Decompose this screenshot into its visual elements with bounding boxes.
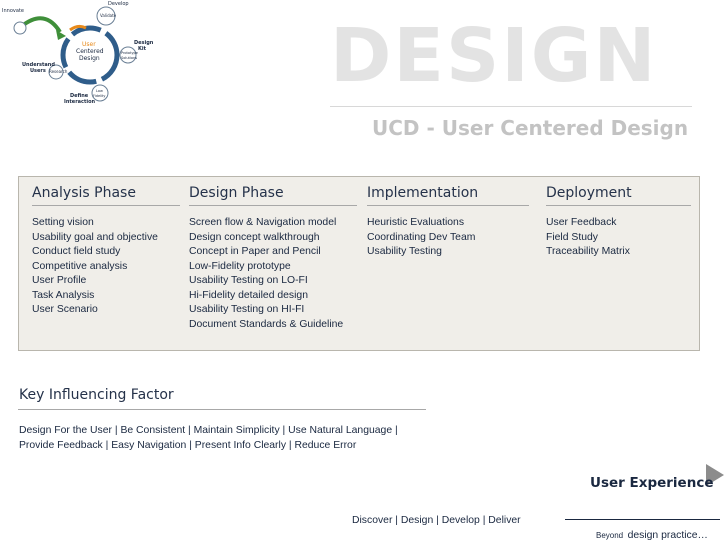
footer-divider bbox=[565, 519, 720, 520]
label-prototype: Prototype bbox=[121, 51, 138, 55]
label-validate: Validate bbox=[100, 13, 117, 18]
brand-sub-small: Beyond bbox=[596, 531, 624, 540]
list-item: Setting vision bbox=[32, 217, 94, 228]
phase-item-list bbox=[546, 216, 691, 260]
list-item: Task Analysis bbox=[32, 289, 95, 301]
phase-implementation bbox=[367, 185, 529, 260]
label-design-kit-1: Design bbox=[134, 40, 154, 46]
phase-analysis bbox=[32, 185, 180, 318]
label-users: Users bbox=[30, 68, 46, 74]
factor-divider bbox=[18, 409, 426, 410]
list-item: Field Study bbox=[546, 231, 598, 243]
list-item: Design concept walkthrough bbox=[189, 231, 320, 243]
phase-deployment bbox=[546, 185, 691, 260]
label-develop: Develop bbox=[108, 1, 129, 7]
list-item: Low-Fidelity prototype bbox=[189, 260, 291, 272]
label-understand: Understand bbox=[22, 62, 55, 68]
list-item: Usability goal and objective bbox=[32, 231, 158, 243]
phase-title: Design Phase bbox=[189, 185, 357, 206]
list-item: User Profile bbox=[32, 275, 87, 286]
list-item: Hi-Fidelity detailed design bbox=[189, 289, 308, 301]
list-item: Concept in Paper and Pencil bbox=[189, 246, 321, 257]
label-low: Low bbox=[96, 89, 103, 93]
brand-sub-large: design practice… bbox=[627, 530, 708, 541]
prototype-node bbox=[120, 47, 136, 63]
footer-tagline: Discover | Design | Develop | Deliver bbox=[352, 515, 521, 526]
green-arrow-icon bbox=[22, 18, 60, 32]
factor-line: Design For the User | Be Consistent | Maintain Simplicity | Use Natural Language | bbox=[19, 425, 398, 436]
brand-subtitle bbox=[596, 525, 708, 543]
label-design-center: Design bbox=[79, 55, 100, 62]
label-interaction: Interaction bbox=[64, 99, 96, 105]
list-item: Document Standards & Guideline bbox=[189, 318, 344, 330]
label-solutions: Solutions bbox=[121, 56, 138, 60]
list-item: User Scenario bbox=[32, 304, 98, 315]
phase-item-list bbox=[189, 216, 357, 332]
factor-line: Provide Feedback | Easy Navigation | Present Info Clearly | Reduce Error bbox=[19, 440, 357, 451]
label-user: User bbox=[82, 41, 96, 48]
list-item: Usability Testing bbox=[367, 246, 442, 257]
label-design-kit-2: Kit bbox=[138, 46, 146, 52]
phase-title: Deployment bbox=[546, 185, 691, 206]
label-define: Define bbox=[70, 93, 89, 99]
ucd-cycle-diagram bbox=[0, 0, 165, 110]
label-research: Research bbox=[49, 69, 68, 74]
label-centered: Centered bbox=[76, 48, 104, 55]
title-divider bbox=[330, 106, 692, 107]
phase-item-list bbox=[32, 216, 180, 318]
phase-item-list bbox=[367, 216, 529, 260]
list-item: User Feedback bbox=[546, 217, 617, 228]
list-item: Coordinating Dev Team bbox=[367, 231, 476, 243]
list-item: Competitive analysis bbox=[32, 260, 128, 272]
list-item: Screen flow & Navigation model bbox=[189, 217, 337, 228]
arrowhead-icon bbox=[56, 30, 66, 40]
list-item: Usability Testing on LO-FI bbox=[189, 275, 308, 286]
phases-panel bbox=[18, 176, 700, 351]
list-item: Conduct field study bbox=[32, 246, 121, 257]
page-subtitle: UCD - User Centered Design bbox=[372, 116, 689, 140]
phase-title: Implementation bbox=[367, 185, 529, 206]
label-fidelity: Fidelity bbox=[93, 94, 106, 98]
brand-title: User Experience bbox=[590, 475, 714, 491]
phase-title: Analysis Phase bbox=[32, 185, 180, 206]
innovate-node bbox=[14, 22, 26, 34]
label-innovate: Innovate bbox=[2, 8, 24, 14]
phase-design bbox=[189, 185, 357, 332]
list-item: Usability Testing on HI-FI bbox=[189, 304, 305, 315]
factor-text bbox=[19, 423, 398, 453]
list-item: Heuristic Evaluations bbox=[367, 217, 465, 228]
factor-heading: Key Influencing Factor bbox=[19, 387, 174, 403]
list-item: Traceability Matrix bbox=[546, 246, 630, 257]
page-title: DESIGN bbox=[330, 13, 658, 99]
